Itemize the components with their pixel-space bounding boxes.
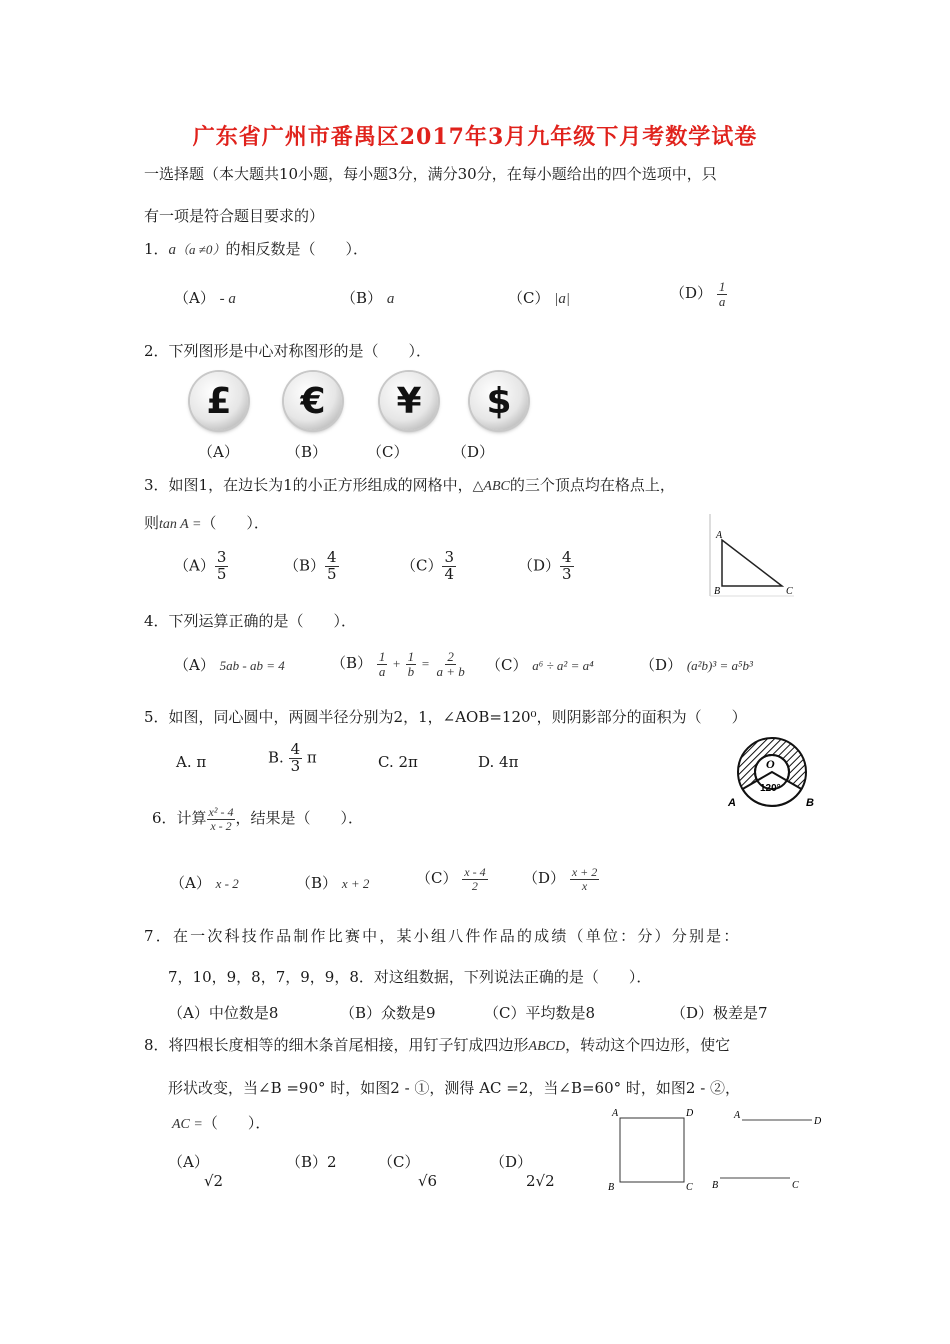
vertex-d-label: D	[686, 1108, 694, 1119]
operator: +	[392, 656, 401, 672]
fraction	[462, 866, 487, 892]
angle-label: 120°	[760, 783, 781, 794]
q7-option-b: （B）众数是9	[340, 1004, 436, 1022]
fraction	[442, 550, 456, 583]
numerator: 4	[290, 740, 301, 758]
fraction	[570, 866, 599, 892]
numerator: 3	[216, 548, 227, 566]
denominator: a + b	[436, 663, 465, 679]
option-value: √6	[418, 1172, 438, 1190]
q6-option-d	[523, 866, 599, 892]
q8-line3-rest: （ ）．	[202, 1114, 271, 1132]
option-expr: (a²b)³ = a⁵b³	[686, 658, 753, 673]
denominator: b	[407, 663, 415, 679]
denominator: x	[581, 878, 588, 893]
option-value: a	[386, 291, 395, 307]
numerator: 4	[562, 548, 572, 566]
option-label: （A）	[170, 874, 211, 892]
q7-option-c: （C）平均数是8	[484, 1004, 596, 1022]
denominator: 3	[562, 564, 572, 583]
q7-option-a: （A）中位数是8	[168, 1004, 279, 1022]
q4-option-d	[640, 654, 753, 675]
point-b-label: B	[806, 797, 814, 809]
q2-label-a: （A）	[198, 443, 239, 461]
q2-label-c: （C）	[367, 443, 409, 461]
vertex-c-label: C	[792, 1180, 799, 1191]
q5-option-d: D. 4π	[478, 753, 519, 771]
q6-stem-a: 6．计算	[152, 809, 207, 828]
option-label: （C）	[401, 556, 443, 575]
denominator: 4	[444, 564, 455, 583]
euro-coin-icon: €	[284, 372, 342, 430]
q7-stem-line2: 7，10，9，8，7，9，9，8．对这组数据，下列说法正确的是（ ）．	[168, 968, 652, 986]
option-label: （A）	[174, 289, 215, 307]
q1-option-c	[508, 287, 570, 308]
fraction	[215, 550, 229, 583]
fraction	[325, 550, 339, 583]
option-label: （A）	[174, 556, 215, 575]
q3-triangle-figure	[706, 512, 796, 598]
yen-coin-icon: ¥	[380, 372, 438, 430]
option-expr: 5ab - ab = 4	[219, 658, 285, 673]
vertex-b-label: B	[608, 1182, 615, 1192]
q8-figure-square	[606, 1106, 696, 1192]
q1-number: 1．	[144, 240, 169, 258]
option-expr: a⁶ ÷ a² = a⁴	[532, 658, 594, 673]
page-title: 广东省广州市番禺区2017年3月九年级下月考数学试卷	[192, 124, 758, 150]
option-value: - a	[219, 291, 236, 307]
q5-option-c: C. 2π	[378, 753, 418, 771]
numerator: 1	[718, 279, 726, 294]
option-value: |a|	[554, 291, 571, 307]
option-value: x - 2	[215, 876, 239, 891]
option-label: （D）	[523, 869, 566, 888]
numerator: x + 2	[571, 865, 598, 879]
numerator: 1	[378, 649, 386, 664]
q1-condition: （a ≠0）	[176, 242, 226, 257]
option-label: （B）	[331, 654, 373, 673]
q8-stem-b: ，转动这个四边形，使它	[565, 1036, 731, 1054]
option-label: （C）	[486, 656, 528, 674]
q8-ac: AC =	[172, 1117, 203, 1132]
option-label: （A）	[174, 656, 215, 674]
option-label: （B）	[284, 556, 326, 575]
q6-stem-b: ，结果是（ ）．	[235, 809, 363, 828]
option-label: （C）	[416, 869, 458, 888]
q5-option-a: A. π	[176, 753, 207, 771]
point-a-label: A	[728, 797, 736, 809]
fraction	[435, 650, 467, 678]
q8-stem-a: 8．将四根长度相等的细木条首尾相接，用钉子钉成四边形	[144, 1036, 529, 1054]
vertex-d-label: D	[814, 1116, 822, 1127]
denominator: 2	[471, 878, 478, 893]
operator: =	[420, 656, 430, 672]
q1-stem	[144, 238, 368, 259]
pound-coin-icon: £	[190, 372, 248, 430]
option-value: 2√2	[526, 1172, 555, 1190]
q7-option-d: （D）极差是7	[671, 1004, 768, 1022]
q7-stem: 7．在一次科技作品制作比赛中，某小组八件作品的成绩（单位：分）分别是：	[144, 927, 741, 945]
numerator: x - 4	[464, 865, 486, 879]
vertex-a-label: A	[734, 1110, 741, 1121]
fraction	[560, 550, 574, 583]
vertex-c-label: C	[786, 586, 793, 597]
pi-symbol: π	[306, 748, 317, 767]
numerator: 3	[444, 548, 455, 566]
q2-stem: 2．下列图形是中心对称图形的是（ ）．	[144, 342, 432, 360]
q3-tan: tan A =	[159, 517, 202, 532]
q4-stem: 4．下列运算正确的是（ ）．	[144, 612, 357, 630]
q6-option-c	[416, 866, 488, 892]
q5-option-b	[268, 742, 317, 775]
q3-option-d	[518, 550, 574, 583]
q3-stem-a: 3．如图1，在边长为1的小正方形组成的网格中，	[144, 476, 473, 494]
q2-label-d: （D）	[452, 443, 495, 461]
q3-option-b	[284, 550, 339, 583]
q1-var: a	[168, 242, 177, 258]
option-label: （D）	[518, 556, 561, 575]
q1-option-b	[341, 287, 394, 308]
fraction	[207, 806, 236, 832]
q3-line2-b: （ ）．	[201, 514, 269, 532]
option-label: （A）	[168, 1153, 209, 1171]
q3-triangle: △ABC	[472, 479, 510, 494]
q3-option-a	[174, 550, 228, 583]
numerator: 4	[327, 548, 337, 566]
option-label: B.	[268, 748, 284, 767]
q8-option-c	[378, 1151, 437, 1190]
denominator: x - 2	[210, 818, 232, 833]
dollar-coin-icon: $	[470, 372, 528, 430]
q5-concentric-circles-figure	[724, 732, 820, 812]
q8-option-b: （B）2	[286, 1153, 337, 1171]
q3-stem-line2	[144, 512, 269, 533]
q3-stem-b: 的三个顶点均在格点上，	[509, 476, 675, 494]
q1-option-d	[670, 280, 727, 308]
vertex-a-label: A	[612, 1108, 619, 1119]
numerator: 2	[447, 649, 454, 664]
q3-option-c	[401, 550, 456, 583]
option-label: （C）	[378, 1153, 420, 1171]
denominator: a	[378, 663, 386, 679]
q8-stem-line3	[172, 1112, 270, 1133]
q4-option-a	[174, 654, 285, 675]
q4-option-c	[486, 654, 594, 675]
q5-stem: 5．如图，同心圆中，两圆半径分别为2，1，∠AOB=120⁰，则阴影部分的面积为（ ）	[144, 708, 747, 726]
option-label: （D）	[670, 284, 713, 303]
q6-stem	[152, 806, 363, 832]
q8-stem-line2: 形状改变，当∠B =90° 时，如图2 - ①，测得 AC =2，当∠B=60° 时，如图2 - ②，	[168, 1079, 741, 1097]
q3-stem	[144, 474, 675, 495]
vertex-b-label: B	[712, 1180, 719, 1191]
option-label: （B）	[296, 874, 338, 892]
option-label: （D）	[490, 1153, 533, 1171]
denominator: a	[718, 293, 726, 309]
q4-option-b	[331, 650, 467, 678]
q8-option-d	[490, 1151, 555, 1190]
denominator: 5	[327, 564, 337, 583]
option-value: √2	[204, 1172, 224, 1190]
option-label: （D）	[640, 656, 683, 674]
numerator: x² - 4	[208, 805, 234, 819]
q8-stem	[144, 1034, 730, 1055]
option-label: （B）	[341, 289, 383, 307]
q8-option-a	[168, 1151, 223, 1190]
fraction	[406, 650, 417, 678]
q8-figure-rhombus	[708, 1108, 828, 1192]
q1-stem-rest: 的相反数是（ ）．	[225, 240, 368, 258]
q8-quadrilateral: ABCD	[528, 1039, 566, 1054]
q6-option-a	[170, 872, 239, 893]
fraction	[377, 650, 388, 678]
numerator: 1	[407, 649, 415, 664]
q3-line2-a: 则	[144, 514, 160, 532]
vertex-a-label: A	[716, 530, 723, 541]
fraction	[289, 742, 303, 775]
section-intro-line1: 一选择题（本大题共10小题，每小题3分，满分30分，在每小题给出的四个选项中，只	[144, 165, 717, 183]
q1-option-a	[174, 287, 236, 308]
center-o-label: O	[766, 757, 775, 771]
fraction	[717, 280, 728, 308]
option-value: x + 2	[341, 876, 370, 891]
q6-option-b	[296, 872, 369, 893]
vertex-b-label: B	[714, 586, 721, 597]
vertex-c-label: C	[686, 1182, 693, 1192]
q2-label-b: （B）	[286, 443, 328, 461]
section-intro-line2: 有一项是符合题目要求的）	[144, 207, 325, 225]
denominator: 5	[216, 564, 227, 583]
option-label: （C）	[508, 289, 550, 307]
denominator: 3	[290, 756, 301, 775]
